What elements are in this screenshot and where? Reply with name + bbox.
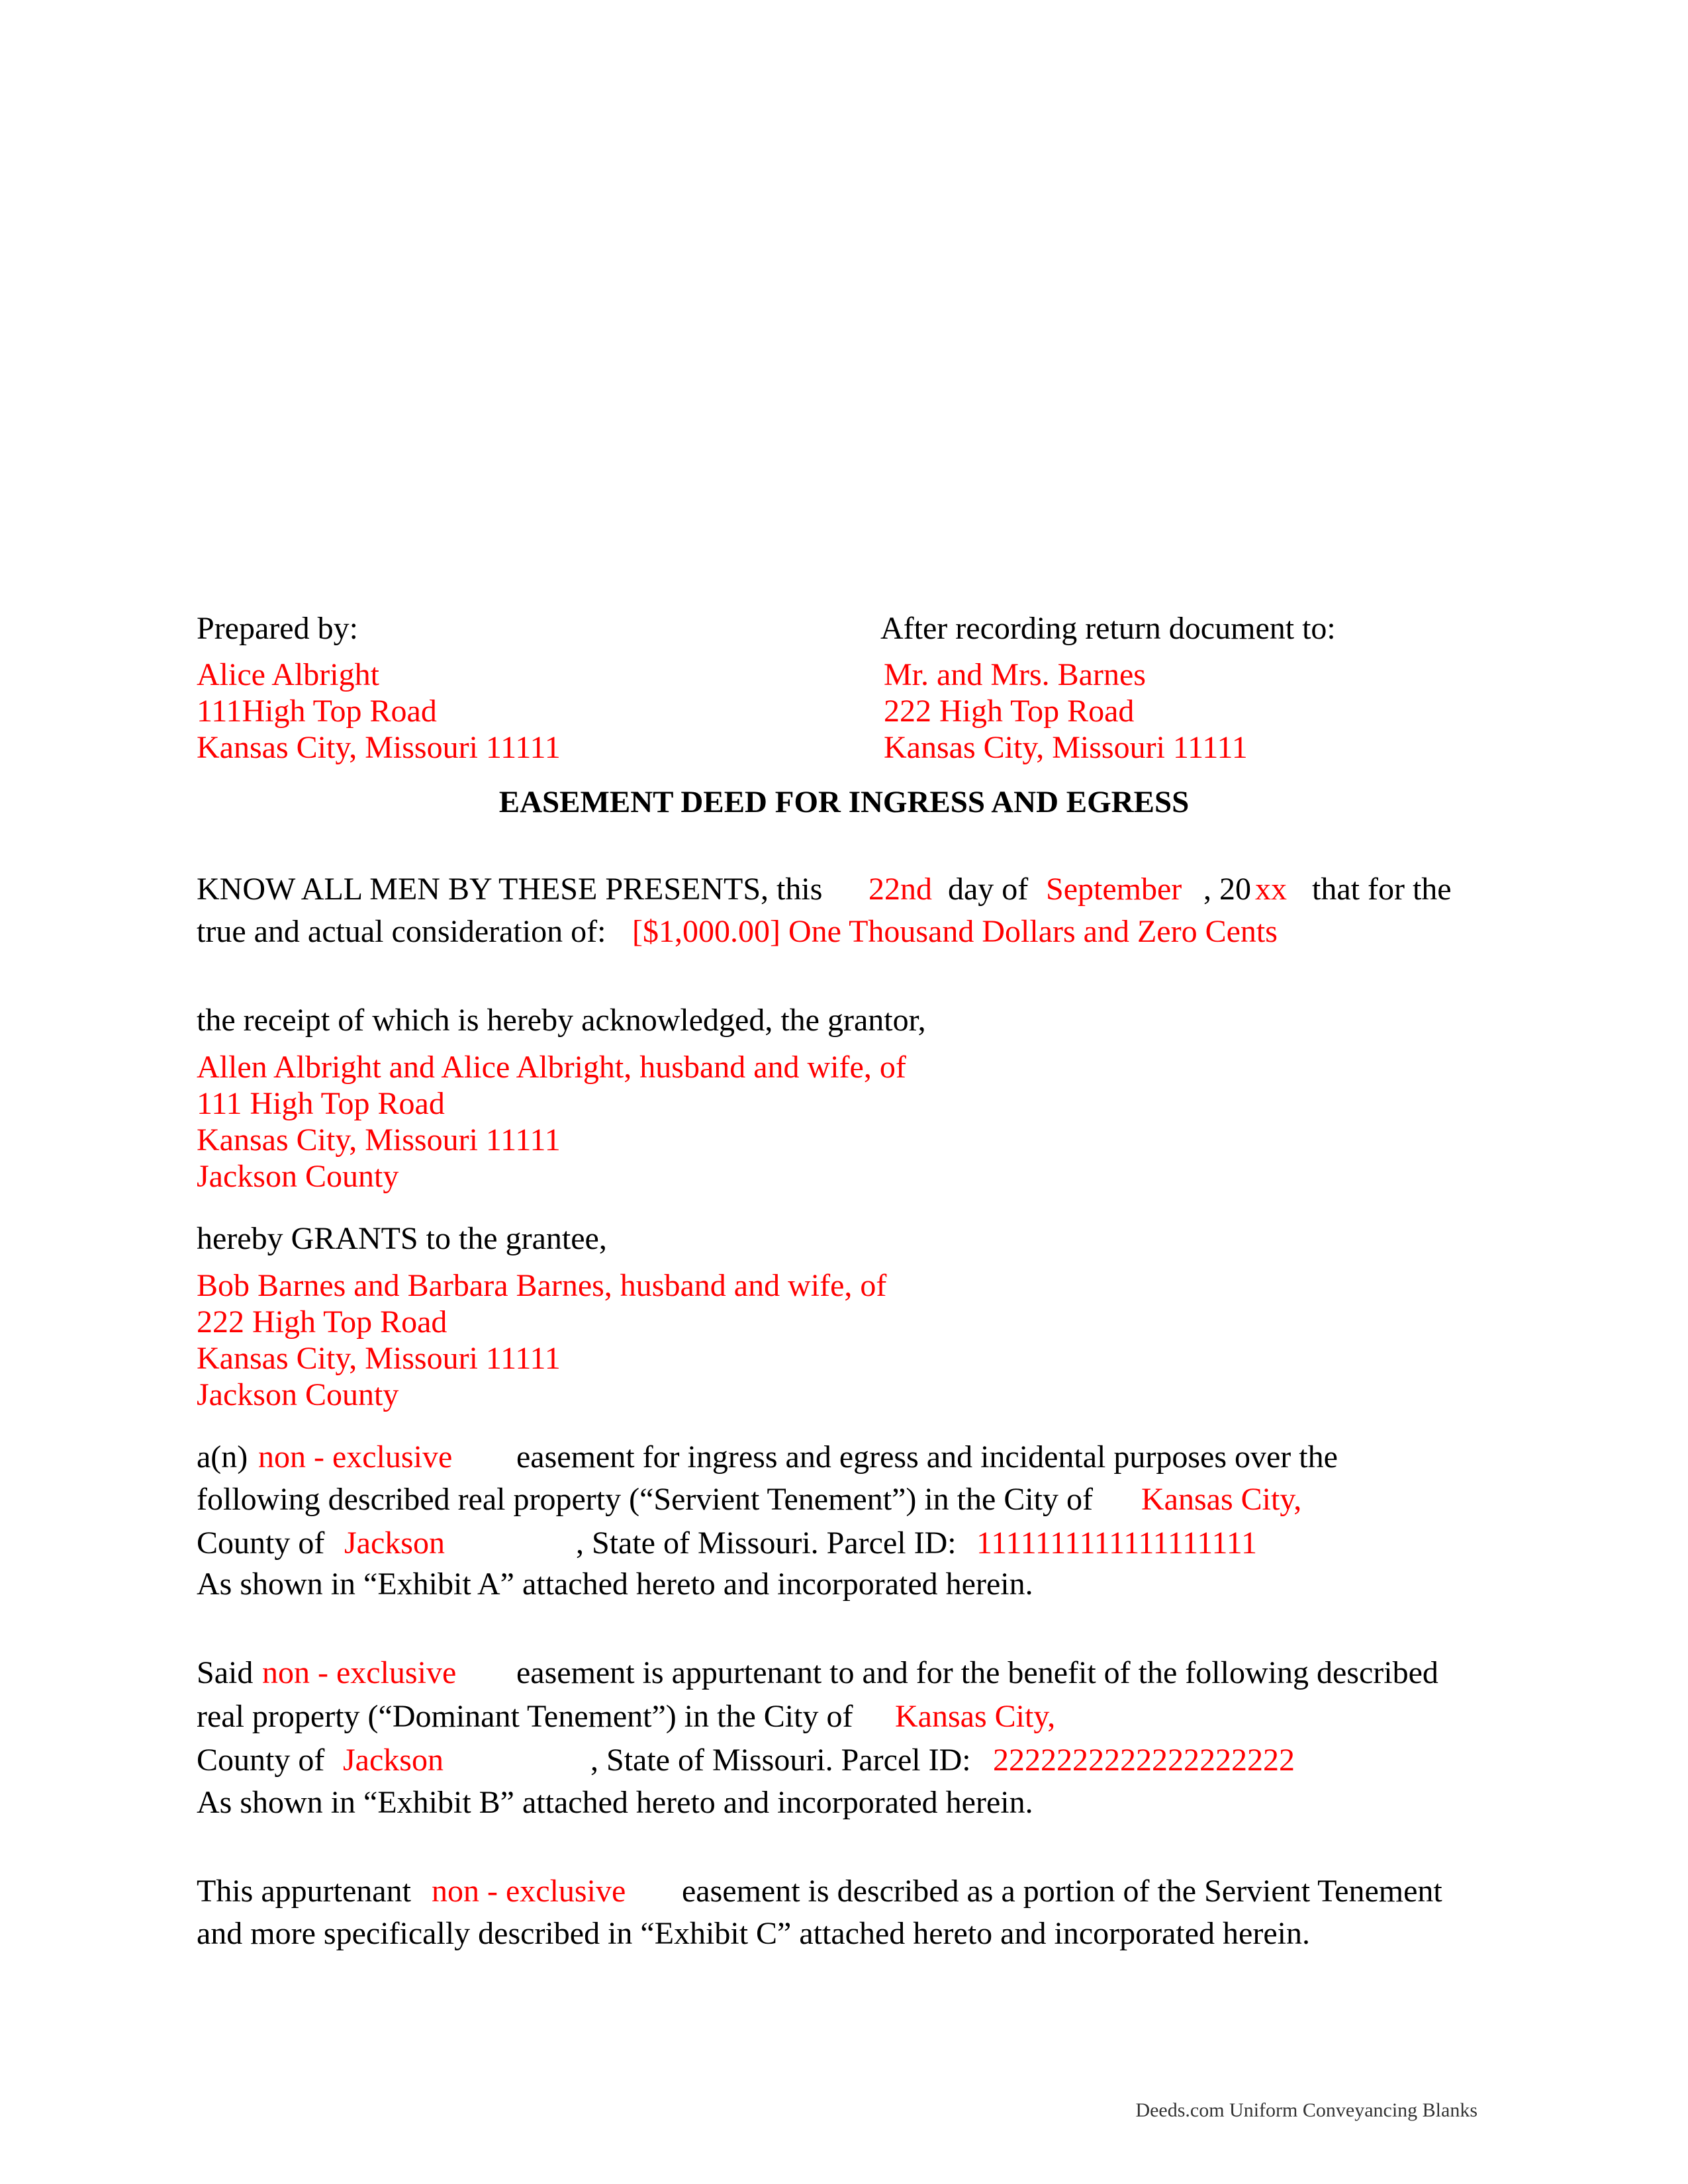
dominant-exhibit: As shown in “Exhibit B” attached hereto and incorporated herein. <box>197 1785 1033 1820</box>
footer-credit: Deeds.com Uniform Conveyancing Blanks <box>1135 2099 1477 2121</box>
grantee-city: Kansas City, Missouri 11111 <box>197 1341 561 1376</box>
prepared-by-name: Alice Albright <box>197 657 379 692</box>
appurtenant-text-3: and more specifically described in “Exhibit C” attached hereto and incorporated herein. <box>197 1916 1310 1951</box>
servient-a-n: a(n) <box>197 1439 248 1475</box>
servient-city: Kansas City, <box>1141 1482 1302 1517</box>
dominant-text-2: real property (“Dominant Tenement”) in the City of <box>197 1699 853 1734</box>
grantee-street: 222 High Top Road <box>197 1304 447 1340</box>
intro-day: 22nd <box>868 872 932 907</box>
intro-text-2: day of <box>948 872 1029 907</box>
servient-county: Jackson <box>344 1525 445 1561</box>
dominant-parcel-id: 2222222222222222222 <box>993 1743 1295 1778</box>
prepared-by-label: Prepared by: <box>197 611 358 646</box>
return-to-street: 222 High Top Road <box>884 694 1135 729</box>
grantor-names: Allen Albright and Alice Albright, husband and wife, of <box>197 1050 906 1085</box>
servient-text-2: following described real property (“Servient Tenement”) in the City of <box>197 1482 1093 1517</box>
intro-year: xx <box>1255 872 1287 907</box>
dominant-county-label: County of <box>197 1743 325 1778</box>
appurtenant-text-1: This appurtenant <box>197 1874 411 1909</box>
grantee-names: Bob Barnes and Barbara Barnes, husband and wife, of <box>197 1268 887 1303</box>
dominant-said: Said <box>197 1655 254 1690</box>
grantee-lead: hereby GRANTS to the grantee, <box>197 1221 607 1256</box>
document-title: EASEMENT DEED FOR INGRESS AND EGRESS <box>498 785 1190 819</box>
servient-exhibit: As shown in “Exhibit A” attached hereto and incorporated herein. <box>197 1567 1033 1602</box>
intro-text-5: true and actual consideration of: <box>197 914 606 949</box>
servient-parcel-id: 1111111111111111111 <box>976 1525 1257 1561</box>
appurtenant-text-2: easement is described as a portion of the Servient Tenement <box>682 1874 1442 1909</box>
consideration-amount: [$1,000.00] One Thousand Dollars and Zero Cents <box>632 914 1278 949</box>
prepared-by-city: Kansas City, Missouri 11111 <box>197 730 561 765</box>
intro-text-3: , 20 <box>1203 872 1251 907</box>
intro-month: September <box>1046 872 1182 907</box>
intro-text-4: that for the <box>1312 872 1452 907</box>
return-to-city: Kansas City, Missouri 11111 <box>884 730 1248 765</box>
grantor-city: Kansas City, Missouri 11111 <box>197 1122 561 1158</box>
grantor-lead: the receipt of which is hereby acknowledged, the grantor, <box>197 1003 926 1038</box>
prepared-by-street: 111High Top Road <box>197 694 437 729</box>
dominant-text-1: easement is appurtenant to and for the benefit of the following described <box>516 1655 1438 1690</box>
servient-county-label: County of <box>197 1525 325 1561</box>
dominant-county: Jackson <box>343 1743 444 1778</box>
grantor-county: Jackson County <box>197 1159 399 1194</box>
servient-state-parcel: , State of Missouri. Parcel ID: <box>576 1525 957 1561</box>
dominant-city: Kansas City, <box>895 1699 1056 1734</box>
return-to-label: After recording return document to: <box>880 611 1336 646</box>
return-to-name: Mr. and Mrs. Barnes <box>884 657 1146 692</box>
grantee-county: Jackson County <box>197 1377 399 1412</box>
servient-text-1: easement for ingress and egress and incidental purposes over the <box>516 1439 1338 1475</box>
appurtenant-easement-type: non - exclusive <box>432 1874 626 1909</box>
dominant-state-parcel: , State of Missouri. Parcel ID: <box>590 1743 971 1778</box>
intro-text-1: KNOW ALL MEN BY THESE PRESENTS, this <box>197 872 823 907</box>
dominant-easement-type: non - exclusive <box>262 1655 457 1690</box>
grantor-street: 111 High Top Road <box>197 1086 445 1121</box>
servient-easement-type: non - exclusive <box>258 1439 453 1475</box>
